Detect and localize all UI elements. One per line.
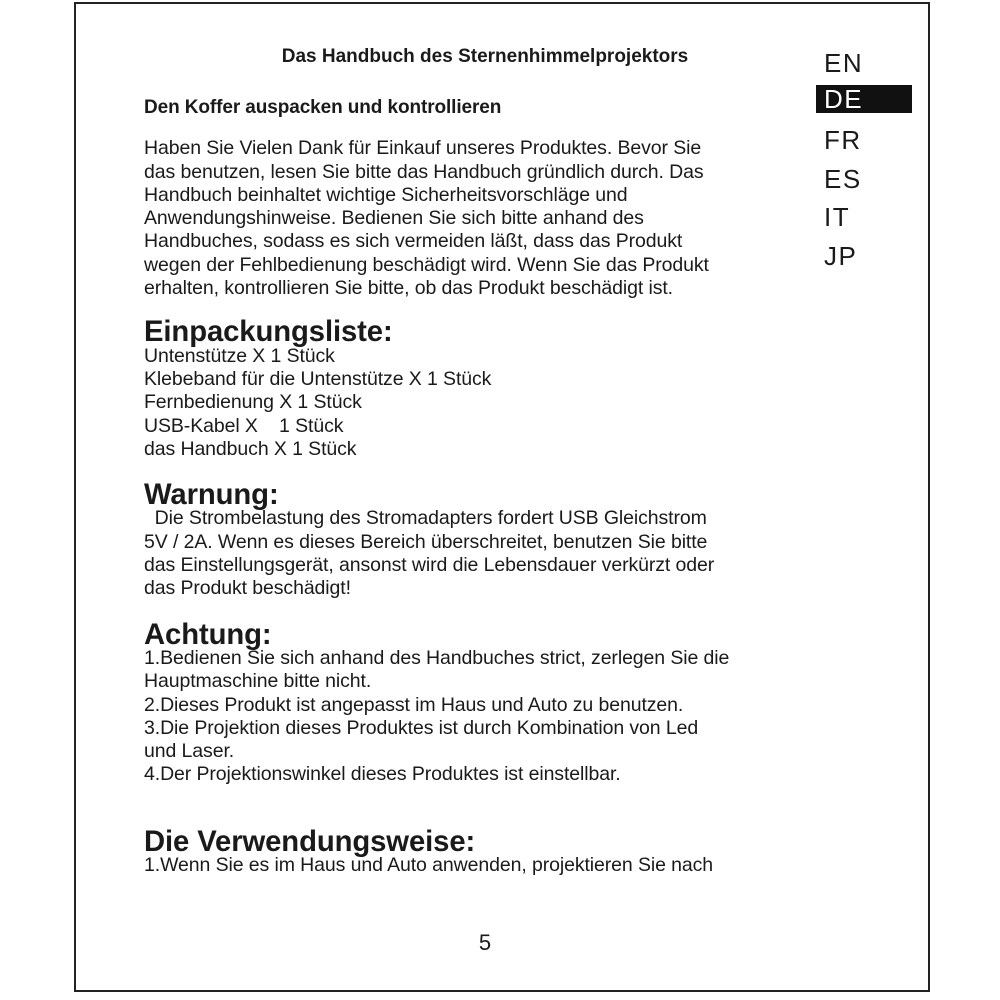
section-heading-caution: Achtung: [144, 618, 272, 651]
text-line: Handbuch beinhaltet wichtige Sicherheitsvorschläge und [144, 183, 628, 206]
manual-content [144, 96, 824, 877]
text-line: Haben Sie Vielen Dank für Einkauf unseres Produktes. Bevor Sie [144, 137, 702, 160]
section-body-unpack [144, 137, 824, 300]
section-warning [144, 479, 824, 600]
text-line: das Produkt beschädigt! [144, 577, 351, 600]
text-line: Die Strombelastung des Stromadapters fordert USB Gleichstrom [144, 507, 707, 530]
packing-list [144, 345, 824, 461]
text-line: 5V / 2A. Wenn es dieses Bereich überschreitet, benutzen Sie bitte [144, 530, 708, 553]
section-body-caution [144, 647, 824, 787]
list-item: USB-Kabel X 1 Stück [144, 414, 344, 437]
text-line: Handbuches, sodass es sich vermeiden läßt, dass das Produkt [144, 230, 683, 253]
text-line: Anwendungshinweise. Bedienen Sie sich bitte anhand des [144, 207, 644, 230]
section-heading-warning: Warnung: [144, 479, 279, 512]
list-item: das Handbuch X 1 Stück [144, 437, 357, 460]
section-unpack [144, 96, 824, 300]
text-line: 1.Wenn Sie es im Haus und Auto anwenden, projektieren Sie nach [144, 854, 714, 877]
text-line: das Einstellungsgerät, ansonst wird die Lebensdauer verkürzt oder [144, 554, 715, 577]
text-line: Hauptmaschine bitte nicht. [144, 670, 372, 693]
text-line: erhalten, kontrollieren Sie bitte, ob das Produkt beschädigt ist. [144, 277, 673, 300]
section-heading-usage: Die Verwendungsweise: [144, 825, 476, 858]
language-menu [816, 44, 912, 275]
section-heading-packing-list: Einpackungsliste: [144, 316, 393, 349]
page-number: 5 [478, 930, 492, 955]
language-tab-fr[interactable]: FR [824, 125, 862, 155]
list-item: Untenstütze X 1 Stück [144, 344, 335, 367]
language-tab-es[interactable]: ES [824, 163, 862, 194]
language-tab-de[interactable]: DE [816, 85, 912, 113]
section-packing-list [144, 316, 824, 461]
text-line: 3.Die Projektion dieses Produktes ist durch Kombination von Led [144, 716, 699, 739]
language-tab-it[interactable]: IT [824, 202, 851, 232]
text-line: das benutzen, lesen Sie bitte das Handbuch gründlich durch. Das [144, 160, 704, 183]
language-tab-jp[interactable]: JP [824, 240, 858, 271]
language-tab-en[interactable]: EN [824, 48, 864, 78]
list-item: Fernbedienung X 1 Stück [144, 391, 362, 414]
text-line: und Laser. [144, 740, 235, 763]
text-line: wegen der Fehlbedienung beschädigt wird. Wenn Sie das Produkt [144, 253, 709, 276]
section-body-warning [144, 507, 824, 600]
text-line: 2.Dieses Produkt ist angepasst im Haus und Auto zu benutzen. [144, 693, 684, 716]
section-caution [144, 618, 824, 787]
section-heading-unpack: Den Koffer auspacken und kontrollieren [144, 97, 502, 118]
text-line: 1.Bedienen Sie sich anhand des Handbuches strict, zerlegen Sie die [144, 646, 730, 669]
list-item: Klebeband für die Untenstütze X 1 Stück [144, 367, 492, 390]
document-title: Das Handbuch des Sternenhimmelprojektors [281, 46, 689, 67]
text-line: 4.Der Projektionswinkel dieses Produktes ist einstellbar. [144, 763, 621, 786]
section-body-usage [144, 854, 824, 877]
section-usage [144, 825, 824, 878]
